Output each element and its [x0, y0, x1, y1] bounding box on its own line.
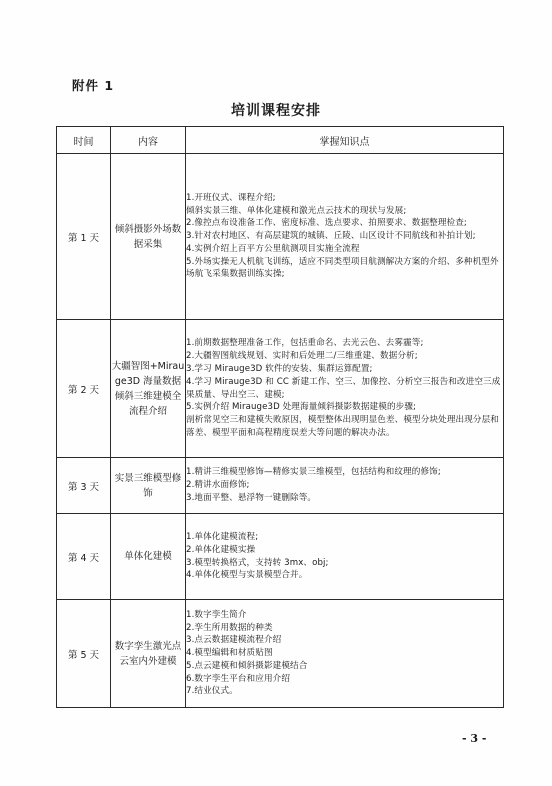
- point-item: 2.精讲水面修饰;: [186, 480, 250, 491]
- table-header-row: [57, 127, 504, 154]
- point-item: 3.模型转换格式，支持转 3mx、obj;: [186, 557, 329, 568]
- point-item: 2.单体化建模实操: [186, 544, 256, 555]
- header-time: 时间: [57, 127, 111, 154]
- point-item: 1.开班仪式、课程介绍;: [186, 192, 276, 203]
- point-item: 3.学习 Mirauge3D 软件的安装、集群运算配置;: [186, 363, 373, 374]
- point-item: 2.孪生所用数据的种类: [186, 622, 273, 633]
- point-item: 6.数字孪生平台和应用介绍: [186, 673, 291, 684]
- row-content: 数字孪生激光点云室内外建模: [111, 600, 186, 708]
- row-day: 第 5 天: [57, 600, 111, 708]
- point-item: 2.像控点布设准备工作、密度标准、选点要求、拍照要求、数据整理检查;: [186, 218, 467, 229]
- row-points: [186, 514, 504, 600]
- point-item: 1.单体化建模流程;: [186, 531, 259, 542]
- row-day: 第 1 天: [57, 154, 111, 320]
- table-row: [57, 458, 504, 514]
- page-title: 培训课程安排: [231, 103, 321, 119]
- point-item: 1.精讲三维模型修饰—精修实景三维模型，包括结构和纹理的修饰;: [186, 467, 441, 478]
- row-day: 第 4 天: [57, 514, 111, 600]
- point-item: 1.前期数据整理准备工作，包括重命名、去光云色、去雾霾等;: [186, 338, 424, 349]
- row-points: [186, 320, 504, 458]
- point-item: 剖析常见空三和建模失败原因，模型整体出现明显色差、模型分块处理出现分层和落差、模型平面和高程精度误差大等问题的解决办法。: [186, 415, 499, 438]
- row-content: 单体化建模: [111, 514, 186, 600]
- row-day: 第 3 天: [57, 458, 111, 514]
- table-row: [57, 600, 504, 708]
- point-item: 5.实例介绍 Mirauge3D 处理海量倾斜摄影数据建模的步骤;: [186, 402, 417, 413]
- table-row: [57, 320, 504, 458]
- page-number: - 3 -: [462, 732, 487, 745]
- point-item: 1.数字孪生简介: [186, 609, 247, 620]
- row-points: [186, 600, 504, 708]
- header-knowledge-points: 掌握知识点: [186, 127, 504, 154]
- point-item: 倾斜实景三维、单体化建模和激光点云技术的现状与发展;: [186, 205, 407, 216]
- row-content: 大疆智图+Mirauge3D 海量数据倾斜三维建模全流程介绍: [111, 320, 186, 458]
- row-day: 第 2 天: [57, 320, 111, 458]
- point-item: 3.针对农村地区、有高层建筑的城镇、丘陵、山区设计不同航线和补拍计划;: [186, 231, 476, 242]
- point-item: 3.点云数据建模流程介绍: [186, 635, 282, 646]
- point-item: 2.大疆智图航线规划、实时和后处理二/三维重建、数据分析;: [186, 351, 418, 362]
- point-item: 7.结业仪式。: [186, 686, 238, 697]
- row-content: 实景三维模型修饰: [111, 458, 186, 514]
- row-points: [186, 458, 504, 514]
- point-item: 5.外场实操无人机航飞训练，适应不同类型项目航测解决方案的介绍、多种机型外场航飞采集数据训练实操;: [186, 256, 499, 280]
- table-row: [57, 154, 504, 320]
- row-content: 倾斜摄影外场数据采集: [111, 154, 186, 320]
- attachment-label: 附件 1: [72, 78, 115, 93]
- point-item: 4.实例介绍上百平方公里航测项目实施全流程: [186, 243, 360, 254]
- point-item: 4.单体化模型与实景模型合并。: [186, 570, 308, 581]
- point-item: 5.点云建模和倾斜摄影建模结合: [186, 660, 308, 671]
- point-item: 4.模型编辑和材质贴图: [186, 648, 273, 659]
- schedule-table: [56, 126, 504, 708]
- point-item: 3.地面平整、悬浮物一键删除等。: [186, 492, 317, 503]
- table-row: [57, 514, 504, 600]
- header-content: 内容: [111, 127, 186, 154]
- row-points: [186, 154, 504, 320]
- point-item: 4.学习 Mirauge3D 和 CC 新建工作、空三、加像控、分析空三报告和改进空三成果质量、导出空三、建模;: [186, 376, 501, 400]
